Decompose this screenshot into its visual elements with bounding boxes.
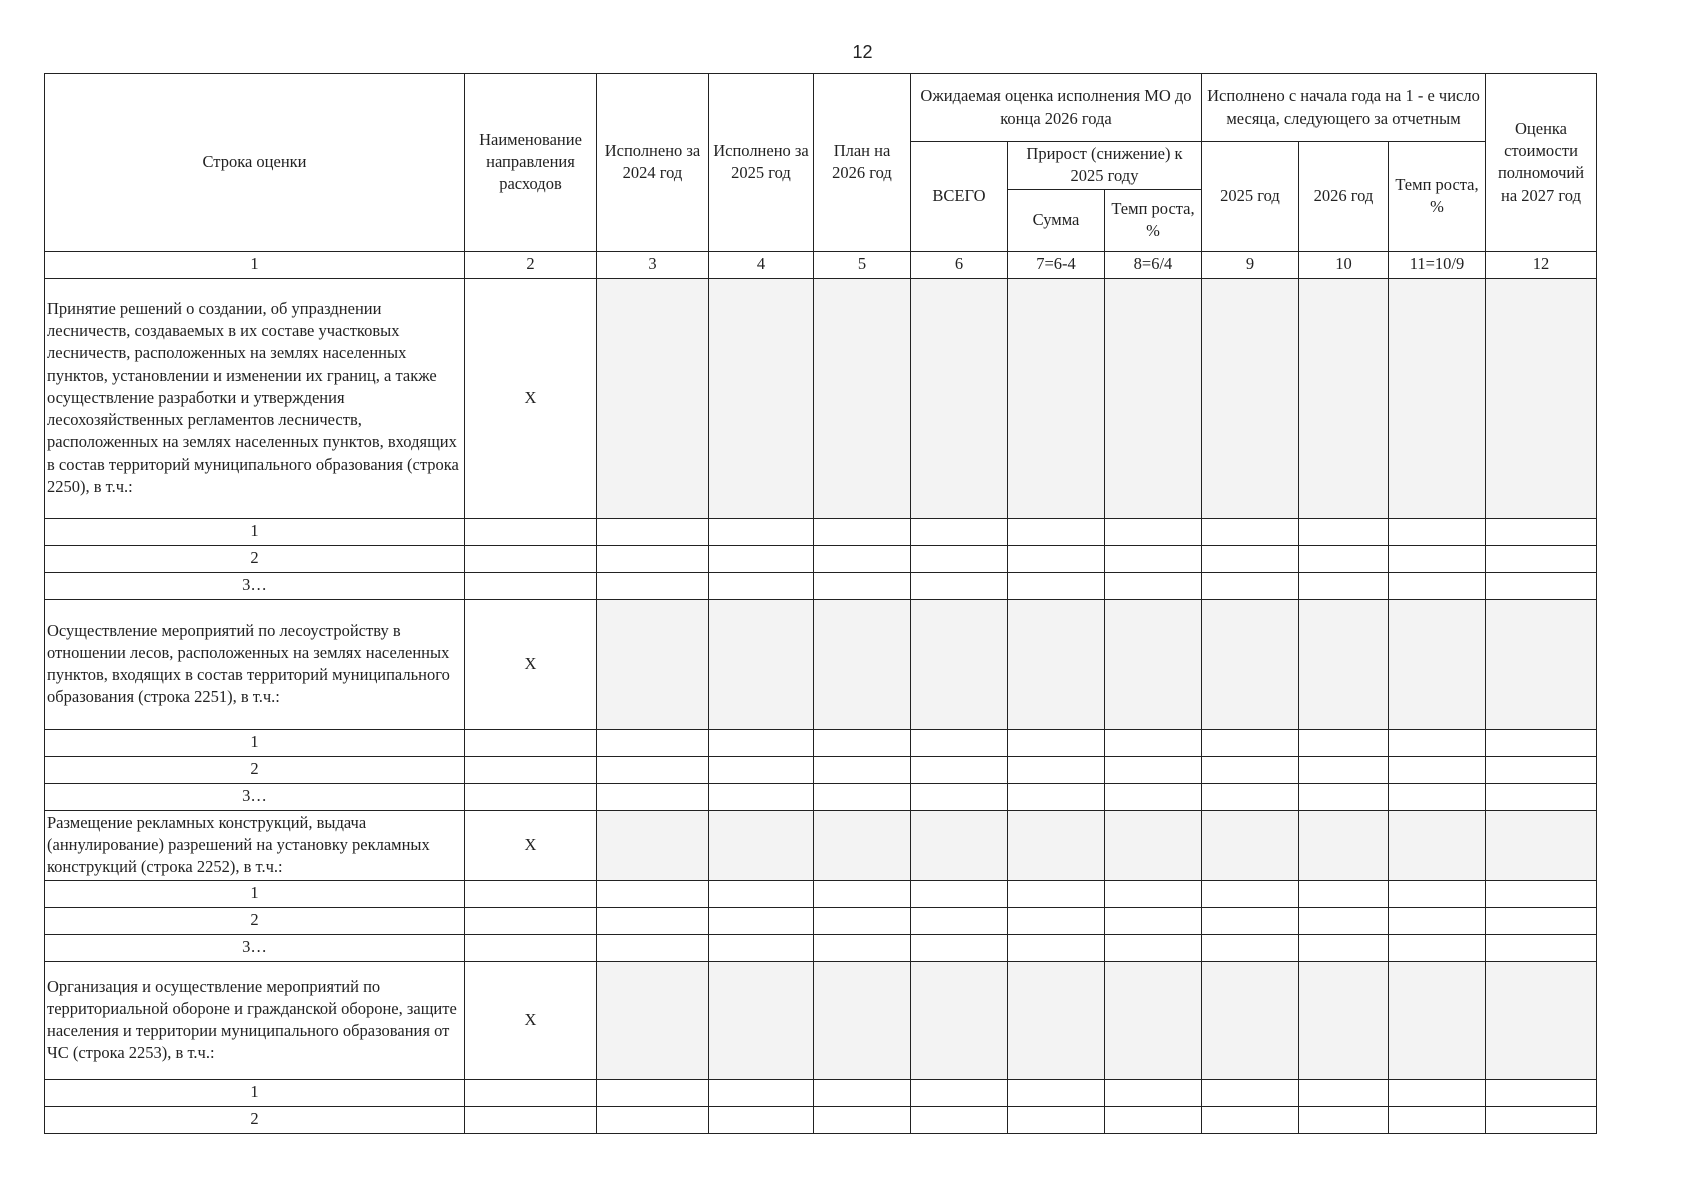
sub-row <box>45 756 1597 783</box>
sub-row <box>45 518 1597 545</box>
value-cell[interactable] <box>814 1106 911 1133</box>
value-cell[interactable] <box>814 572 911 599</box>
value-cell[interactable] <box>597 518 709 545</box>
value-cell[interactable] <box>709 961 814 1079</box>
value-cell[interactable] <box>1486 907 1597 934</box>
header-executed-since-year-start: Исполнено с начала года на 1 - е число месяца, следующего за отчетным <box>1202 74 1486 142</box>
value-cell[interactable] <box>709 599 814 729</box>
value-cell[interactable] <box>597 880 709 907</box>
header-plan-2026: План на 2026 год <box>814 74 911 252</box>
value-cell[interactable] <box>597 810 709 880</box>
value-cell[interactable] <box>814 907 911 934</box>
value-cell[interactable] <box>465 907 597 934</box>
value-cell[interactable] <box>911 934 1008 961</box>
header-total: ВСЕГО <box>911 142 1008 252</box>
value-cell[interactable] <box>1486 572 1597 599</box>
value-cell[interactable] <box>1486 783 1597 810</box>
value-cell[interactable] <box>1008 934 1105 961</box>
section-row <box>45 961 1597 1079</box>
value-cell[interactable] <box>1105 1079 1202 1106</box>
column-number: 7=6-4 <box>1008 251 1105 278</box>
value-cell[interactable] <box>709 729 814 756</box>
value-cell[interactable] <box>1389 934 1486 961</box>
value-cell[interactable] <box>1008 907 1105 934</box>
value-cell[interactable] <box>1299 934 1389 961</box>
section-row <box>45 810 1597 880</box>
sub-row-index: 2 <box>45 545 465 572</box>
value-cell[interactable] <box>1105 1106 1202 1133</box>
value-cell[interactable] <box>1105 729 1202 756</box>
value-cell[interactable] <box>1202 1079 1299 1106</box>
value-cell[interactable] <box>1008 1106 1105 1133</box>
value-cell[interactable] <box>1202 518 1299 545</box>
value-cell[interactable] <box>1202 572 1299 599</box>
column-number: 10 <box>1299 251 1389 278</box>
column-number: 9 <box>1202 251 1299 278</box>
sub-row <box>45 545 1597 572</box>
value-cell[interactable] <box>1008 599 1105 729</box>
value-cell[interactable] <box>465 518 597 545</box>
section-mark: X <box>465 961 597 1079</box>
value-cell[interactable] <box>597 756 709 783</box>
value-cell[interactable] <box>911 961 1008 1079</box>
value-cell[interactable] <box>1389 880 1486 907</box>
value-cell[interactable] <box>1202 934 1299 961</box>
value-cell[interactable] <box>1202 599 1299 729</box>
value-cell[interactable] <box>1486 1106 1597 1133</box>
sub-row-index: 1 <box>45 1079 465 1106</box>
header-expected-execution: Ожидаемая оценка исполнения МО до конца 2026 года <box>911 74 1202 142</box>
sub-row-index: 1 <box>45 880 465 907</box>
sub-row-index: 3… <box>45 783 465 810</box>
value-cell[interactable] <box>1105 518 1202 545</box>
value-cell[interactable] <box>1389 756 1486 783</box>
value-cell[interactable] <box>911 1106 1008 1133</box>
sub-row <box>45 1106 1597 1133</box>
value-cell[interactable] <box>911 1079 1008 1106</box>
header-growth-rate-a: Темп роста, % <box>1105 189 1202 251</box>
value-cell[interactable] <box>1202 756 1299 783</box>
value-cell[interactable] <box>709 934 814 961</box>
value-cell[interactable] <box>597 961 709 1079</box>
value-cell[interactable] <box>709 756 814 783</box>
value-cell[interactable] <box>1299 545 1389 572</box>
value-cell[interactable] <box>1389 518 1486 545</box>
value-cell[interactable] <box>1105 907 1202 934</box>
column-number: 4 <box>709 251 814 278</box>
evaluation-table <box>44 73 1597 1134</box>
value-cell[interactable] <box>1486 934 1597 961</box>
value-cell[interactable] <box>597 729 709 756</box>
value-cell[interactable] <box>1299 880 1389 907</box>
value-cell[interactable] <box>911 810 1008 880</box>
sub-row <box>45 880 1597 907</box>
value-cell[interactable] <box>1202 810 1299 880</box>
section-mark: X <box>465 278 597 518</box>
section-name: Принятие решений о создании, об упразднении лесничеств, создаваемых в их составе участковых лесничеств, расположенных на землях населенных пунктов, установлении и изменении их границ, а также осуществление разработки и утверждения лесохозяйственных регламентов лесничеств, расположенных на землях населенных пунктов, входящих в состав территорий муниципального образования (строка 2250), в т.ч.: <box>45 278 465 518</box>
value-cell[interactable] <box>1389 729 1486 756</box>
sub-row-index: 1 <box>45 729 465 756</box>
value-cell[interactable] <box>1299 729 1389 756</box>
value-cell[interactable] <box>1486 518 1597 545</box>
value-cell[interactable] <box>1008 278 1105 518</box>
value-cell[interactable] <box>911 518 1008 545</box>
value-cell[interactable] <box>814 1079 911 1106</box>
value-cell[interactable] <box>911 599 1008 729</box>
value-cell[interactable] <box>1105 545 1202 572</box>
value-cell[interactable] <box>1008 1079 1105 1106</box>
value-cell[interactable] <box>1486 278 1597 518</box>
column-number: 8=6/4 <box>1105 251 1202 278</box>
value-cell[interactable] <box>1486 961 1597 1079</box>
value-cell[interactable] <box>597 934 709 961</box>
value-cell[interactable] <box>709 518 814 545</box>
value-cell[interactable] <box>465 783 597 810</box>
header-2025-year: 2025 год <box>1202 142 1299 252</box>
value-cell[interactable] <box>1105 599 1202 729</box>
value-cell[interactable] <box>1299 783 1389 810</box>
value-cell[interactable] <box>1486 1079 1597 1106</box>
value-cell[interactable] <box>1299 599 1389 729</box>
value-cell[interactable] <box>709 880 814 907</box>
sub-row <box>45 1079 1597 1106</box>
value-cell[interactable] <box>911 729 1008 756</box>
value-cell[interactable] <box>465 756 597 783</box>
value-cell[interactable] <box>1202 880 1299 907</box>
value-cell[interactable] <box>1105 756 1202 783</box>
section-name: Организация и осуществление мероприятий по территориальной обороне и гражданской обороне, защите населения и территории муниципального образования от ЧС (строка 2253), в т.ч.: <box>45 961 465 1079</box>
page-number: 12 <box>852 42 873 62</box>
value-cell[interactable] <box>1202 961 1299 1079</box>
value-cell[interactable] <box>1389 1106 1486 1133</box>
value-cell[interactable] <box>709 278 814 518</box>
value-cell[interactable] <box>1389 278 1486 518</box>
value-cell[interactable] <box>1008 756 1105 783</box>
value-cell[interactable] <box>465 1106 597 1133</box>
header-2026-year: 2026 год <box>1299 142 1389 252</box>
value-cell[interactable] <box>814 783 911 810</box>
sub-row <box>45 572 1597 599</box>
value-cell[interactable] <box>1202 1106 1299 1133</box>
value-cell[interactable] <box>1389 783 1486 810</box>
value-cell[interactable] <box>709 783 814 810</box>
value-cell[interactable] <box>465 934 597 961</box>
value-cell[interactable] <box>1105 934 1202 961</box>
sub-row <box>45 783 1597 810</box>
value-cell[interactable] <box>465 729 597 756</box>
value-cell[interactable] <box>1105 961 1202 1079</box>
value-cell[interactable] <box>597 599 709 729</box>
value-cell[interactable] <box>1389 545 1486 572</box>
value-cell[interactable] <box>814 545 911 572</box>
value-cell[interactable] <box>597 1106 709 1133</box>
value-cell[interactable] <box>1389 907 1486 934</box>
sub-row-index: 2 <box>45 1106 465 1133</box>
value-cell[interactable] <box>814 729 911 756</box>
value-cell[interactable] <box>1105 880 1202 907</box>
column-number: 2 <box>465 251 597 278</box>
section-row <box>45 599 1597 729</box>
value-cell[interactable] <box>1486 810 1597 880</box>
section-mark: X <box>465 599 597 729</box>
value-cell[interactable] <box>597 907 709 934</box>
value-cell[interactable] <box>814 599 911 729</box>
value-cell[interactable] <box>1105 278 1202 518</box>
sub-row-index: 2 <box>45 907 465 934</box>
value-cell[interactable] <box>911 783 1008 810</box>
value-cell[interactable] <box>911 756 1008 783</box>
value-cell[interactable] <box>1202 907 1299 934</box>
value-cell[interactable] <box>709 1079 814 1106</box>
value-cell[interactable] <box>1202 278 1299 518</box>
value-cell[interactable] <box>1486 545 1597 572</box>
value-cell[interactable] <box>465 545 597 572</box>
value-cell[interactable] <box>1008 729 1105 756</box>
sub-row-index: 2 <box>45 756 465 783</box>
value-cell[interactable] <box>911 880 1008 907</box>
value-cell[interactable] <box>1202 545 1299 572</box>
value-cell[interactable] <box>814 934 911 961</box>
value-cell[interactable] <box>1299 278 1389 518</box>
value-cell[interactable] <box>1008 518 1105 545</box>
value-cell[interactable] <box>1299 756 1389 783</box>
value-cell[interactable] <box>814 961 911 1079</box>
value-cell[interactable] <box>1486 599 1597 729</box>
value-cell[interactable] <box>1486 880 1597 907</box>
section-row <box>45 278 1597 518</box>
header-growth-rate-b: Темп роста, % <box>1389 142 1486 252</box>
header-cost-estimate-2027: Оценка стоимости полномочий на 2027 год <box>1486 74 1597 252</box>
value-cell[interactable] <box>597 783 709 810</box>
column-number: 11=10/9 <box>1389 251 1486 278</box>
section-name: Осуществление мероприятий по лесоустройству в отношении лесов, расположенных на землях населенных пунктов, входящих в состав территорий муниципального образования (строка 2251), в т.ч.: <box>45 599 465 729</box>
value-cell[interactable] <box>709 572 814 599</box>
value-cell[interactable] <box>911 545 1008 572</box>
header-sum: Сумма <box>1008 189 1105 251</box>
column-number: 5 <box>814 251 911 278</box>
section-name: Размещение рекламных конструкций, выдача (аннулирование) разрешений на установку рекламных конструкций (строка 2252), в т.ч.: <box>45 810 465 880</box>
value-cell[interactable] <box>709 907 814 934</box>
value-cell[interactable] <box>709 1106 814 1133</box>
sub-row-index: 1 <box>45 518 465 545</box>
value-cell[interactable] <box>1008 810 1105 880</box>
value-cell[interactable] <box>597 278 709 518</box>
value-cell[interactable] <box>1486 729 1597 756</box>
section-mark: X <box>465 810 597 880</box>
value-cell[interactable] <box>1389 961 1486 1079</box>
value-cell[interactable] <box>814 880 911 907</box>
header-executed-2025: Исполнено за 2025 год <box>709 74 814 252</box>
value-cell[interactable] <box>1389 599 1486 729</box>
value-cell[interactable] <box>814 756 911 783</box>
sub-row <box>45 934 1597 961</box>
value-cell[interactable] <box>1299 572 1389 599</box>
column-number: 6 <box>911 251 1008 278</box>
sub-row-index: 3… <box>45 934 465 961</box>
value-cell[interactable] <box>1299 907 1389 934</box>
value-cell[interactable] <box>1389 1079 1486 1106</box>
value-cell[interactable] <box>465 572 597 599</box>
value-cell[interactable] <box>814 518 911 545</box>
value-cell[interactable] <box>1486 756 1597 783</box>
column-number: 3 <box>597 251 709 278</box>
value-cell[interactable] <box>1299 1079 1389 1106</box>
value-cell[interactable] <box>709 545 814 572</box>
value-cell[interactable] <box>1202 729 1299 756</box>
value-cell[interactable] <box>1008 545 1105 572</box>
sub-row <box>45 729 1597 756</box>
value-cell[interactable] <box>911 907 1008 934</box>
sub-row <box>45 907 1597 934</box>
header-executed-2024: Исполнено за 2024 год <box>597 74 709 252</box>
value-cell[interactable] <box>1299 961 1389 1079</box>
value-cell[interactable] <box>1389 810 1486 880</box>
value-cell[interactable] <box>465 880 597 907</box>
value-cell[interactable] <box>597 1079 709 1106</box>
value-cell[interactable] <box>1389 572 1486 599</box>
sub-row-index: 3… <box>45 572 465 599</box>
value-cell[interactable] <box>1105 783 1202 810</box>
value-cell[interactable] <box>911 278 1008 518</box>
value-cell[interactable] <box>465 1079 597 1106</box>
value-cell[interactable] <box>1008 880 1105 907</box>
value-cell[interactable] <box>1105 572 1202 599</box>
value-cell[interactable] <box>597 572 709 599</box>
column-number-row <box>45 251 1597 278</box>
header-growth-vs-2025: Прирост (снижение) к 2025 году <box>1008 142 1202 190</box>
value-cell[interactable] <box>1299 810 1389 880</box>
value-cell[interactable] <box>1105 810 1202 880</box>
value-cell[interactable] <box>814 278 911 518</box>
value-cell[interactable] <box>1202 783 1299 810</box>
value-cell[interactable] <box>1299 518 1389 545</box>
value-cell[interactable] <box>1008 783 1105 810</box>
value-cell[interactable] <box>597 545 709 572</box>
value-cell[interactable] <box>709 810 814 880</box>
value-cell[interactable] <box>814 810 911 880</box>
value-cell[interactable] <box>1299 1106 1389 1133</box>
header-row-evaluation: Строка оценки <box>45 74 465 252</box>
value-cell[interactable] <box>1008 961 1105 1079</box>
value-cell[interactable] <box>911 572 1008 599</box>
header-expense-direction: Наименование направления расходов <box>465 74 597 252</box>
column-number: 12 <box>1486 251 1597 278</box>
value-cell[interactable] <box>1008 572 1105 599</box>
column-number: 1 <box>45 251 465 278</box>
